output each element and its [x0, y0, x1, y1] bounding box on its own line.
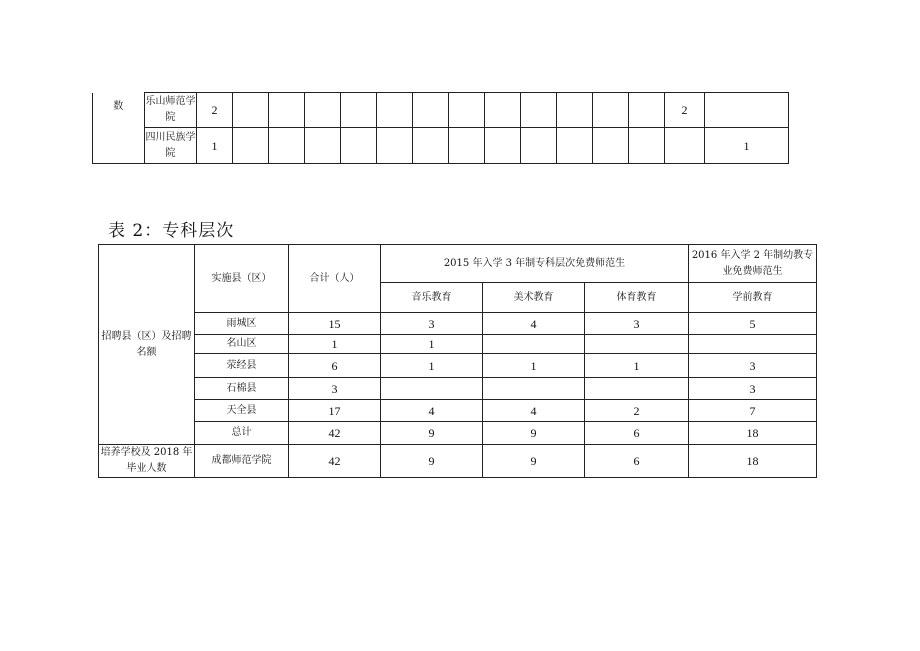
table-cell [413, 128, 449, 164]
county-name: 名山区 [195, 335, 289, 354]
table-cell: 6 [585, 422, 689, 445]
group-header-2016: 2016 年入学 2 年制幼教专业免费师范生 [689, 245, 817, 283]
school-name: 四川民族学院 [145, 128, 197, 164]
table-cell [593, 93, 629, 128]
table-cell [485, 128, 521, 164]
table-row-total [99, 422, 817, 445]
table-cell [689, 335, 817, 354]
table-cell [557, 128, 593, 164]
table-row [93, 93, 789, 128]
table-cell: 9 [483, 422, 585, 445]
table-cell: 2 [665, 93, 705, 128]
table-cell: 1 [483, 354, 585, 378]
col-header-total: 合计（人） [289, 245, 381, 313]
table-cell: 9 [381, 422, 483, 445]
table-cell: 3 [289, 378, 381, 400]
table-cell: 1 [381, 354, 483, 378]
table-row [93, 128, 789, 164]
table-cell [485, 93, 521, 128]
school-name: 乐山师范学院 [145, 93, 197, 128]
col-header-art: 美术教育 [483, 283, 585, 313]
table-row [99, 313, 817, 335]
training-school: 成都师范学院 [195, 445, 289, 478]
table-row-footer [99, 445, 817, 478]
table-cell [521, 128, 557, 164]
table-cell [629, 128, 665, 164]
table-cell [305, 93, 341, 128]
table-cell [449, 128, 485, 164]
table-cell: 3 [381, 313, 483, 335]
table-cell: 4 [483, 400, 585, 422]
col-header-preschool: 学前教育 [689, 283, 817, 313]
table-cell [483, 378, 585, 400]
county-name: 石棉县 [195, 378, 289, 400]
table-row [99, 335, 817, 354]
table-cell: 1 [381, 335, 483, 354]
table-cell [233, 128, 269, 164]
table-cell [233, 93, 269, 128]
table-cell [585, 378, 689, 400]
table-cell: 3 [689, 354, 817, 378]
table-cell [557, 93, 593, 128]
table-cell [377, 128, 413, 164]
total-label: 总计 [195, 422, 289, 445]
col-header-music: 音乐教育 [381, 283, 483, 313]
group-header-2015: 2015 年入学 3 年制专科层次免费师范生 [381, 245, 689, 283]
table-header-row [99, 245, 817, 283]
col-header-pe: 体育教育 [585, 283, 689, 313]
table-cell: 42 [289, 422, 381, 445]
table-cell [593, 128, 629, 164]
table-caption: 表 2：专科层次 [108, 221, 235, 241]
table-cell: 18 [689, 422, 817, 445]
table-cell: 3 [585, 313, 689, 335]
table-row [99, 400, 817, 422]
table-cell: 3 [689, 378, 817, 400]
table-cell: 17 [289, 400, 381, 422]
table-cell: 42 [289, 445, 381, 478]
table-cell [413, 93, 449, 128]
table-cell: 6 [585, 445, 689, 478]
col-header-county: 实施县（区） [195, 245, 289, 313]
table-cell: 1 [585, 354, 689, 378]
table-cell: 15 [289, 313, 381, 335]
table-cell: 2 [197, 93, 233, 128]
table-cell [305, 128, 341, 164]
table-cell [381, 378, 483, 400]
table-cell: 6 [289, 354, 381, 378]
county-name: 雨城区 [195, 313, 289, 335]
table-row [99, 354, 817, 378]
table-cell [705, 93, 789, 128]
table-cell [521, 93, 557, 128]
table-cell [585, 335, 689, 354]
table-cell [377, 93, 413, 128]
enrollment-fragment-table [92, 92, 789, 164]
table-cell: 7 [689, 400, 817, 422]
table-cell: 18 [689, 445, 817, 478]
table-cell: 1 [289, 335, 381, 354]
table-cell: 1 [197, 128, 233, 164]
table-cell [665, 128, 705, 164]
table-cell [341, 128, 377, 164]
table-cell [341, 93, 377, 128]
table-cell: 4 [381, 400, 483, 422]
specialist-level-table [98, 244, 817, 478]
table-cell: 5 [689, 313, 817, 335]
corner-label: 招聘县（区）及招聘名额 [99, 245, 195, 445]
county-name: 天全县 [195, 400, 289, 422]
table-cell [269, 93, 305, 128]
table-cell [449, 93, 485, 128]
table-cell: 9 [381, 445, 483, 478]
table-cell: 1 [705, 128, 789, 164]
footer-label: 培养学校及 2018 年毕业人数 [99, 445, 195, 478]
table-row [99, 378, 817, 400]
table-cell: 2 [585, 400, 689, 422]
table-cell: 9 [483, 445, 585, 478]
table-cell: 4 [483, 313, 585, 335]
county-name: 荥经县 [195, 354, 289, 378]
table-cell [269, 128, 305, 164]
table-cell [629, 93, 665, 128]
row-group-label: 数 [93, 93, 145, 164]
table-cell [483, 335, 585, 354]
